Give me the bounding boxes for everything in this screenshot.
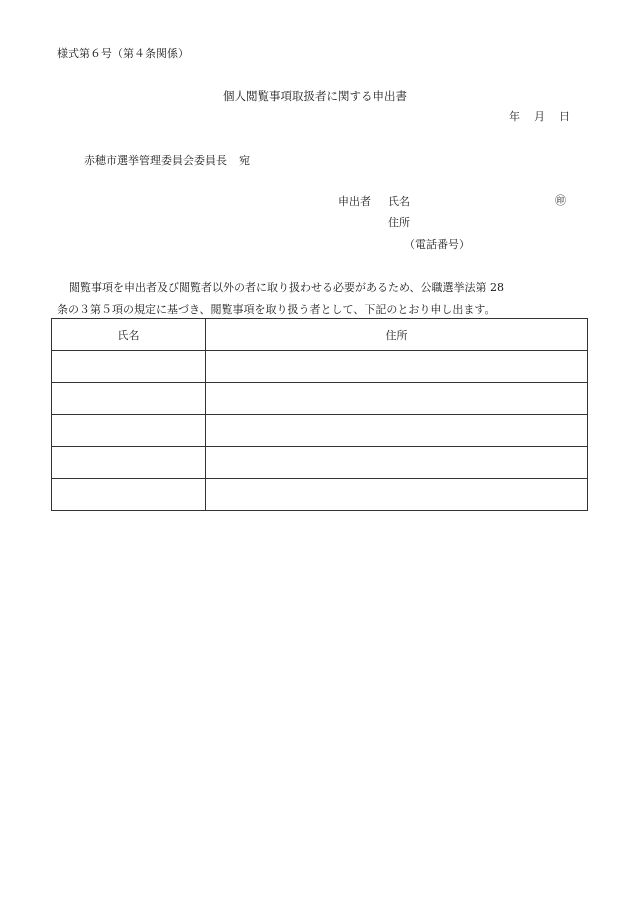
body-text-line-1: 閲覧事項を申出者及び閲覧者以外の者に取り扱わせる必要があるため、公職選挙法第 28 [69,281,505,294]
address-cell[interactable] [206,447,588,479]
document-title: 個人閲覧事項取扱者に関する申出書 [223,89,407,103]
date-line [509,108,570,124]
table-row [52,351,588,383]
body-text-line-2: 条の３第５項の規定に基づき、閲覧事項を取り扱う者として、下記のとおり申し出ます。 [57,303,496,316]
name-cell[interactable] [52,415,206,447]
applicant-name-label: 氏名 [388,195,410,208]
address-cell[interactable] [206,351,588,383]
table-header-row [52,319,588,351]
applicant-label: 申出者 [338,195,371,208]
name-cell[interactable] [52,351,206,383]
date-year-label: 年 [509,110,520,123]
form-number: 様式第６号（第４条関係） [57,47,189,60]
name-cell[interactable] [52,447,206,479]
handlers-table [51,318,588,511]
applicant-address-label: 住所 [388,216,410,229]
column-header-name: 氏名 [52,319,206,351]
table-row [52,415,588,447]
column-header-address: 住所 [206,319,588,351]
address-cell[interactable] [206,383,588,415]
address-cell[interactable] [206,479,588,511]
table-row [52,447,588,479]
addressee-honorific: 宛 [239,154,250,167]
table-row [52,383,588,415]
date-day-label: 日 [559,110,570,123]
name-cell[interactable] [52,479,206,511]
address-cell[interactable] [206,415,588,447]
name-cell[interactable] [52,383,206,415]
date-month-label: 月 [534,110,545,123]
table-row [52,479,588,511]
addressee-name: 赤穂市選挙管理委員会委員長 [84,154,227,167]
applicant-phone-label: （電話番号） [404,238,470,251]
seal-mark: ㊞ [555,194,566,207]
addressee [84,152,250,168]
